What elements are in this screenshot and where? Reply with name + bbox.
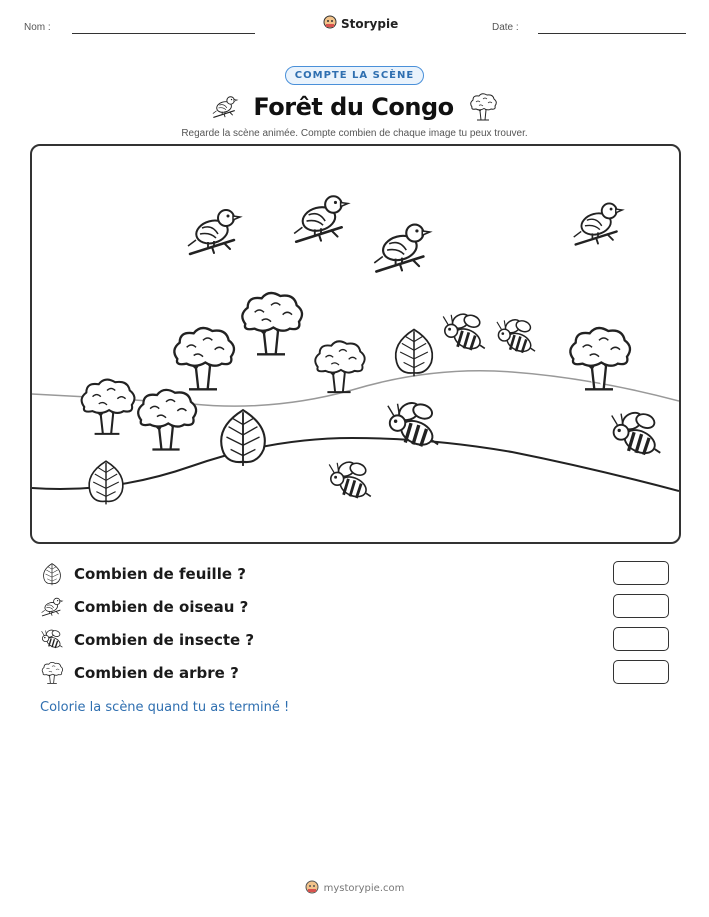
brand: [323, 15, 398, 32]
leaf-icon: [221, 410, 265, 466]
coloring-instruction: Colorie la scène quand tu as terminé !: [40, 700, 290, 715]
tree-icon: [242, 293, 302, 354]
question-text: Combien de feuille ?: [74, 565, 246, 583]
leaf-icon: [396, 329, 433, 376]
scene-frame: [30, 144, 681, 544]
storypie-logo-icon: [323, 15, 337, 32]
bird-icon: [40, 595, 64, 619]
answer-box-tree[interactable]: [613, 660, 669, 684]
question-row: [40, 628, 254, 652]
question-text: Combien de insecte ?: [74, 631, 255, 649]
answer-box-leaf[interactable]: [613, 561, 669, 585]
bee-icon: [497, 317, 535, 355]
leaf-icon: [40, 562, 64, 586]
leaf-icon: [89, 461, 123, 504]
date-line[interactable]: [538, 33, 686, 34]
question-text: Combien de arbre ?: [74, 664, 239, 682]
name-label: Nom :: [24, 22, 51, 33]
tree-icon: [315, 341, 364, 392]
tree-icon: [40, 661, 64, 685]
footer-url[interactable]: mystorypie.com: [323, 883, 405, 894]
tree-icon: [82, 380, 135, 434]
tree-icon: [468, 92, 498, 122]
tree-icon: [174, 328, 234, 389]
answer-box-insect[interactable]: [613, 627, 669, 651]
page-subtitle: Regarde la scène animée. Compte combien de chaque image tu peux trouver.: [181, 128, 528, 139]
question-row: [40, 562, 246, 586]
question-row: [40, 595, 248, 619]
bee-icon: [329, 459, 371, 500]
bee-icon: [443, 311, 485, 352]
bird-icon: [188, 210, 240, 254]
bee-icon: [40, 628, 64, 652]
bird-icon: [374, 225, 429, 272]
tree-icon: [138, 390, 196, 450]
question-row: [40, 661, 239, 685]
bird-icon: [574, 203, 623, 244]
bird-icon: [211, 93, 239, 121]
bee-icon: [612, 409, 661, 457]
date-label: Date :: [492, 22, 519, 33]
bird-icon: [294, 196, 348, 241]
storypie-logo-icon: [305, 880, 319, 897]
page-title: Forêt du Congo: [253, 93, 454, 121]
question-text: Combien de oiseau ?: [74, 598, 249, 616]
footer: [305, 880, 405, 897]
bee-icon: [388, 400, 438, 450]
answer-box-bird[interactable]: [613, 594, 669, 618]
brand-name: Storypie: [341, 16, 399, 31]
scene-drawing: [32, 146, 679, 542]
activity-badge: COMPTE LA SCÈNE: [285, 66, 424, 85]
name-line[interactable]: [72, 33, 255, 34]
